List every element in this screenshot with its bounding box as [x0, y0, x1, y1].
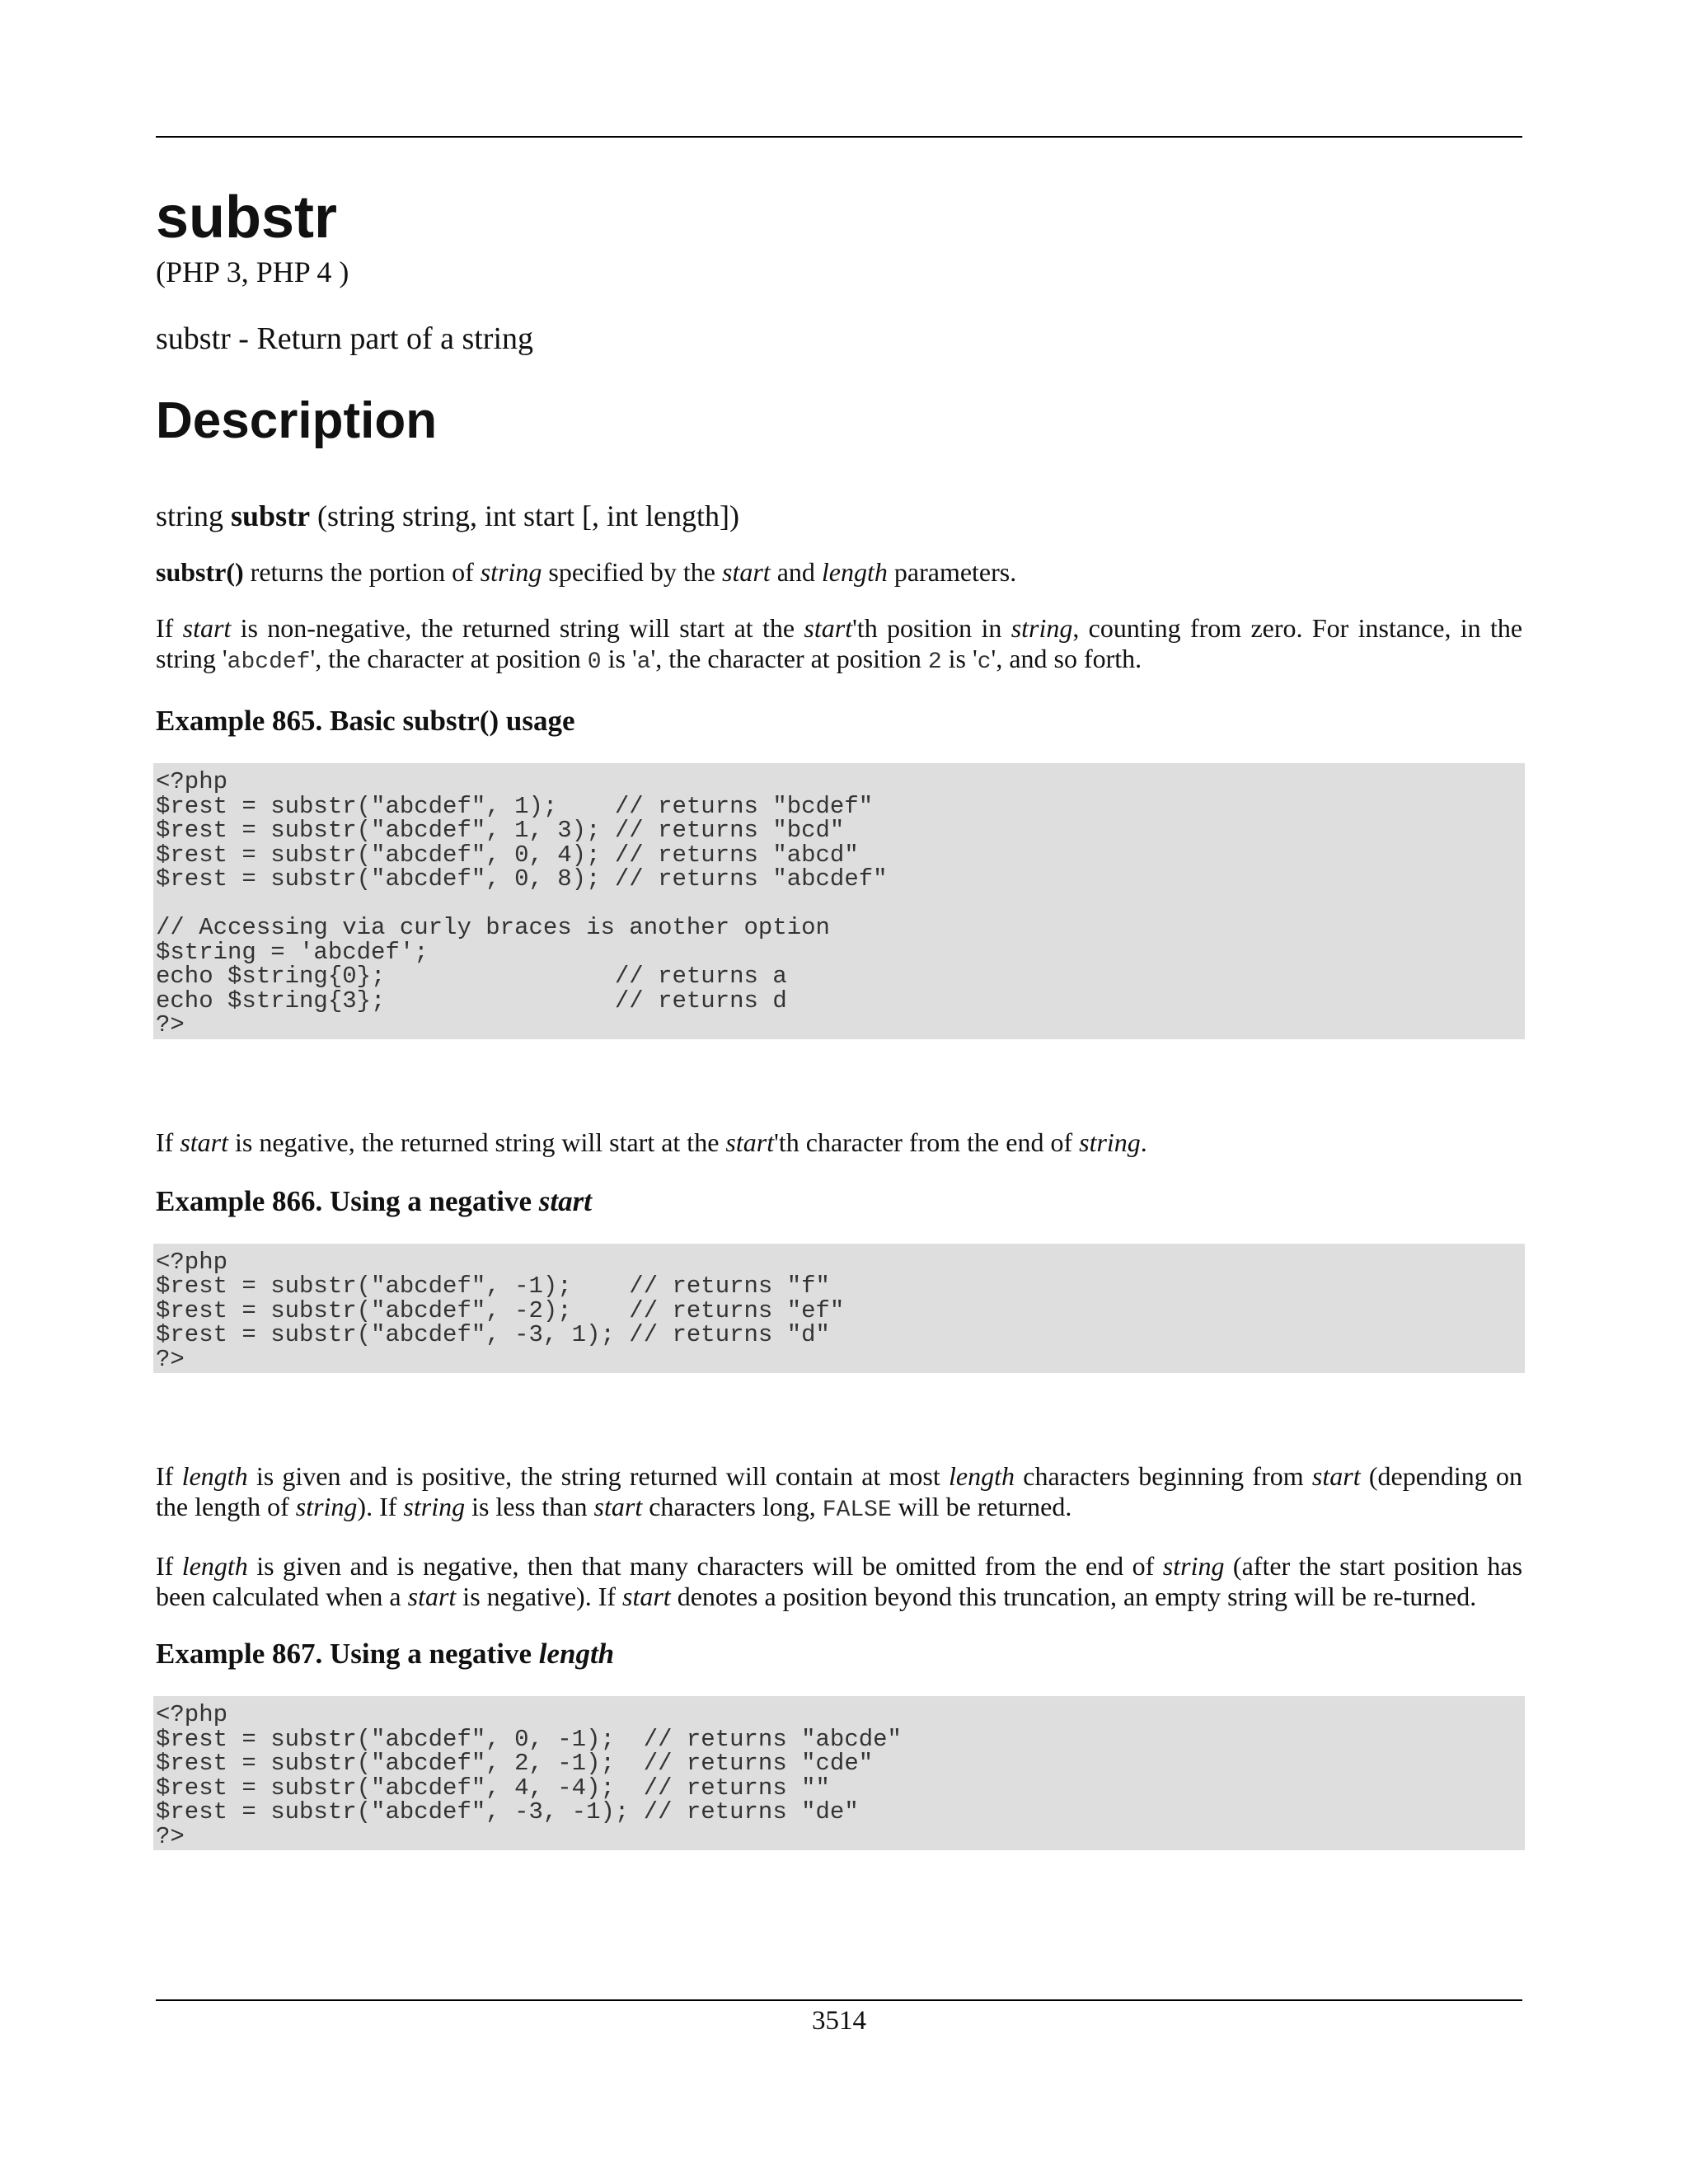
- example-867-title: Example 867. Using a negative length: [156, 1638, 615, 1670]
- example-866-code: <?php $rest = substr("abcdef", -1); // returns "f" $rest = substr("abcdef", -2); // returns "ef" $rest = substr("abcdef", -3, 1); // returns "d" ?>: [153, 1244, 1525, 1374]
- function-purpose: substr - Return part of a string: [156, 321, 534, 356]
- example-865-code: <?php $rest = substr("abcdef", 1); // returns "bcdef" $rest = substr("abcdef", 1, 3); // returns "bcd" $rest = substr("abcdef", 0, 4); // returns "abcd" $rest = substr("abcdef", 0, 8); // returns "abcdef" // Accessing via curly braces is another option $string = 'abcdef'; echo $string{0}; // returns a echo $string{3}; // returns d ?>: [153, 763, 1525, 1039]
- function-synopsis: [156, 498, 1522, 534]
- fn-ref: substr(): [156, 557, 244, 587]
- synopsis-return-type: string: [156, 499, 224, 532]
- nonnegative-start-paragraph: If start is non-negative, the returned string will start at the start'th position in string, counting from zero. For instance, in the string 'abcdef', the character at position 0 is 'a', the character at position 2 is 'c', and so forth.: [156, 613, 1523, 675]
- synopsis-params: (string string, int start [, int length]): [317, 499, 739, 532]
- example-867-code: <?php $rest = substr("abcdef", 0, -1); // returns "abcde" $rest = substr("abcdef", 2, -1); // returns "cde" $rest = substr("abcdef", 4, -4); // returns "" $rest = substr("abcdef", -3, -1); // returns "de" ?>: [153, 1696, 1525, 1850]
- negative-start-paragraph: If start is negative, the returned string will start at the start'th character from the end of string.: [156, 1127, 1147, 1157]
- negative-length-paragraph: If length is given and is negative, then that many characters will be omitted from the end of string (after the start position has been calculated when a start is negative). If start denotes a position beyond this truncation, an empty string will be re-turned.: [156, 1551, 1523, 1611]
- example-866-title: Example 866. Using a negative start: [156, 1184, 592, 1217]
- example-865-title: Example 865. Basic substr() usage: [156, 705, 575, 737]
- intro-paragraph: substr() returns the portion of string specified by the start and length parameters.: [156, 557, 1017, 587]
- header-rule: [156, 136, 1522, 138]
- synopsis-function-name: substr: [231, 499, 311, 532]
- page-content: [156, 185, 1523, 1850]
- footer-rule: [156, 1999, 1522, 2001]
- version-info: (PHP 3, PHP 4 ): [156, 255, 349, 288]
- page-number: 3514: [812, 2006, 866, 2036]
- positive-length-paragraph: If length is given and is positive, the string returned will contain at most length characters beginning from start (depending on the length of string). If string is less than start characters long, FALSE will be returned.: [156, 1461, 1523, 1523]
- function-title: substr: [156, 185, 338, 251]
- description-heading: Description: [156, 392, 438, 449]
